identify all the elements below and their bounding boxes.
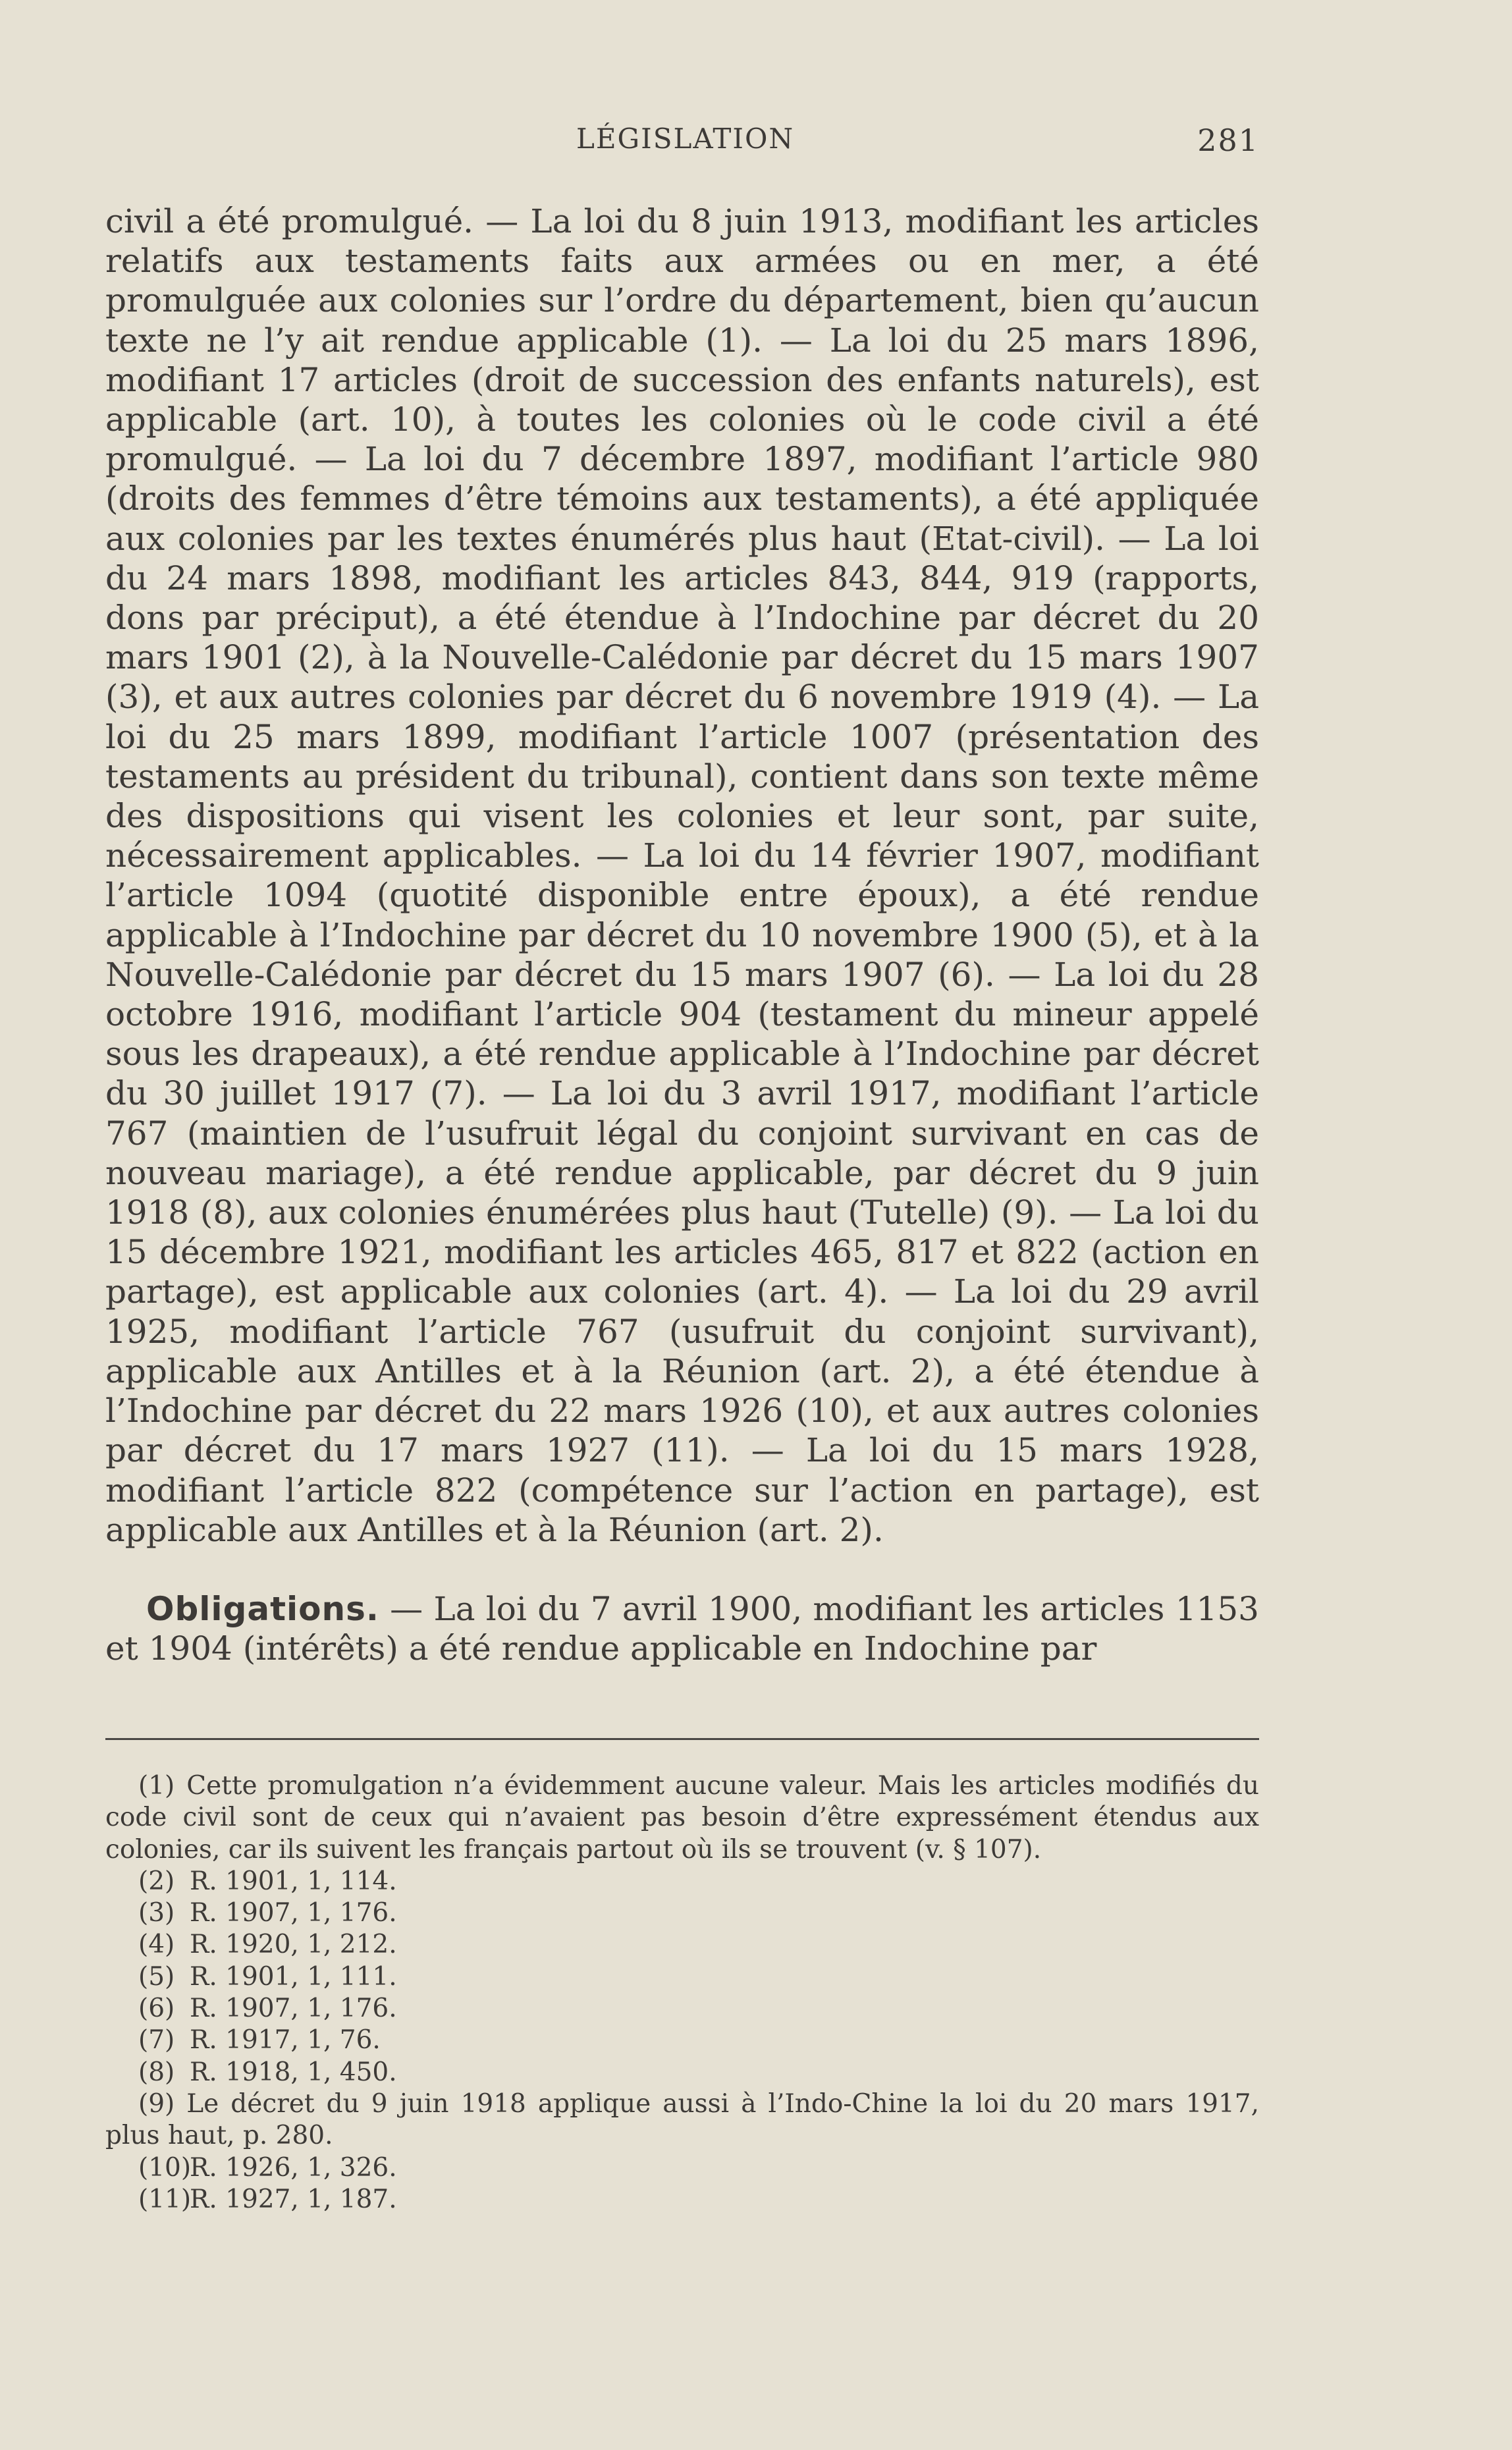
footnote-5 <box>105 1961 1259 1993</box>
footnote-number: (11) <box>138 2184 192 2214</box>
footnote-7 <box>105 2025 1259 2056</box>
footnote-number: (4) <box>138 1930 175 1960</box>
footnote-number: (2) <box>138 1866 175 1896</box>
footnote-text: R. 1907, 1, 176. <box>190 1898 397 1928</box>
footnote-divider <box>105 1738 1259 1740</box>
footnote-number: (1) <box>138 1771 175 1801</box>
footnote-text: Le décret du 9 juin 1918 applique aussi à l’Indo-Chine la loi du 20 mars 1917, plus haut, p. 280. <box>105 2088 1259 2151</box>
footnote-10 <box>105 2152 1259 2184</box>
footnote-text: R. 1920, 1, 212. <box>190 1930 397 1960</box>
footnote-text: R. 1917, 1, 76. <box>190 2025 381 2055</box>
footnote-text: R. 1907, 1, 176. <box>190 1994 397 2024</box>
paragraph-obligations-text: — La loi du 7 avril 1900, modifiant les articles 1153 et 1904 (intérêts) a été rendue applicable en Indochine par <box>105 1589 1259 1668</box>
footnote-9 <box>105 2088 1259 2152</box>
page-header <box>105 122 1259 162</box>
footnote-text: R. 1926, 1, 326. <box>190 2152 397 2183</box>
paragraph-civil-code: civil a été promulgué. — La loi du 8 juin 1913, modifiant les articles relatifs aux testaments faits aux armées ou en mer, a été promulguée aux colonies sur l’ordre du département, bien qu’aucun texte ne l’y ait rendue applicable (1). — La loi du 25 mars 1896, modifiant 17 articles (droit de succession des enfants naturels), est applicable (art. 10), à toutes les colonies où le code civil a été promulgué. — La loi du 7 décembre 1897, modifiant l’article 980 (droits des femmes d’être témoins aux testaments), a été appliquée aux colonies par les textes énumérés plus haut (Etat-civil). — La loi du 24 mars 1898, modifiant les articles 843, 844, 919 (rapports, dons par préciput), a été étendue à l’Indochine par décret du 20 mars 1901 (2), à la Nouvelle-Calédonie par décret du 15 mars 1907 (3), et aux autres colonies par décret du 6 novembre 1919 (4). — La loi du 25 mars 1899, modifiant l’article 1007 (présentation des testaments au président du tribunal), contient dans son texte même des dispositions qui visent les colonies et leur sont, par suite, nécessairement applicables. — La loi du 14 février 1907, modifiant l’article 1094 (quotité disponible entre époux), a été rendue applicable à l’Indochine par décret du 10 novembre 1900 (5), et à la Nouvelle-Calédonie par décret du 15 mars 1907 (6). — La loi du 28 octobre 1916, modifiant l’article 904 (testament du mineur appelé sous les drapeaux), a été rendue applicable à l’Indochine par décret du 30 juillet 1917 (7). — La loi du 3 avril 1917, modifiant l’article 767 (maintien de l’usufruit légal du conjoint survivant en cas de nouveau mariage), a été rendue applicable, par décret du 9 juin 1918 (8), aux colonies énumérées plus haut (Tutelle) (9). — La loi du 15 décembre 1921, modifiant les articles 465, 817 et 822 (action en partage), est applicable aux colonies (art. 4). — La loi du 29 avril 1925, modifiant l’article 767 (usufruit du conjoint survivant), applicable aux Antilles et à la Réunion (art. 2), a été étendue à l’Indochine par décret du 22 mars 1926 (10), et aux autres colonies par décret du 17 mars 1927 (11). — La loi du 15 mars 1928, modifiant l’article 822 (compétence sur l’action en partage), est applicable aux Antilles et à la Réunion (art. 2). <box>105 202 1259 1549</box>
footnote-number: (9) <box>138 2088 175 2119</box>
page-number: 281 <box>1197 122 1259 158</box>
running-title: LÉGISLATION <box>576 122 795 155</box>
footnote-6 <box>105 1993 1259 2025</box>
footnote-text: R. 1927, 1, 187. <box>190 2184 397 2214</box>
footnotes <box>105 1770 1259 2216</box>
footnote-number: (5) <box>138 1961 175 1992</box>
footnote-number: (3) <box>138 1898 175 1928</box>
footnote-1 <box>105 1770 1259 1866</box>
footnote-11 <box>105 2184 1259 2216</box>
footnote-3 <box>105 1897 1259 1929</box>
footnote-8 <box>105 2057 1259 2088</box>
footnote-number: (7) <box>138 2025 175 2055</box>
section-heading-obligations: Obligations. <box>146 1589 379 1628</box>
paragraph-obligations <box>105 1589 1259 1668</box>
body-text <box>105 202 1259 1668</box>
footnote-text: R. 1901, 1, 111. <box>190 1961 397 1992</box>
footnote-number: (6) <box>138 1994 175 2024</box>
footnote-number: (10) <box>138 2152 192 2183</box>
footnote-text: R. 1918, 1, 450. <box>190 2057 397 2087</box>
footnote-text: R. 1901, 1, 114. <box>190 1866 397 1896</box>
footnote-number: (8) <box>138 2057 175 2087</box>
footnote-4 <box>105 1929 1259 1961</box>
footnote-text: Cette promulgation n’a évidemment aucune valeur. Mais les articles modifiés du code civil sont de ceux qui n’avaient pas besoin d’être expressément étendus aux colonies, car ils suivent les français partout où ils se trouvent (v. § 107). <box>105 1771 1259 1865</box>
footnote-2 <box>105 1866 1259 1897</box>
